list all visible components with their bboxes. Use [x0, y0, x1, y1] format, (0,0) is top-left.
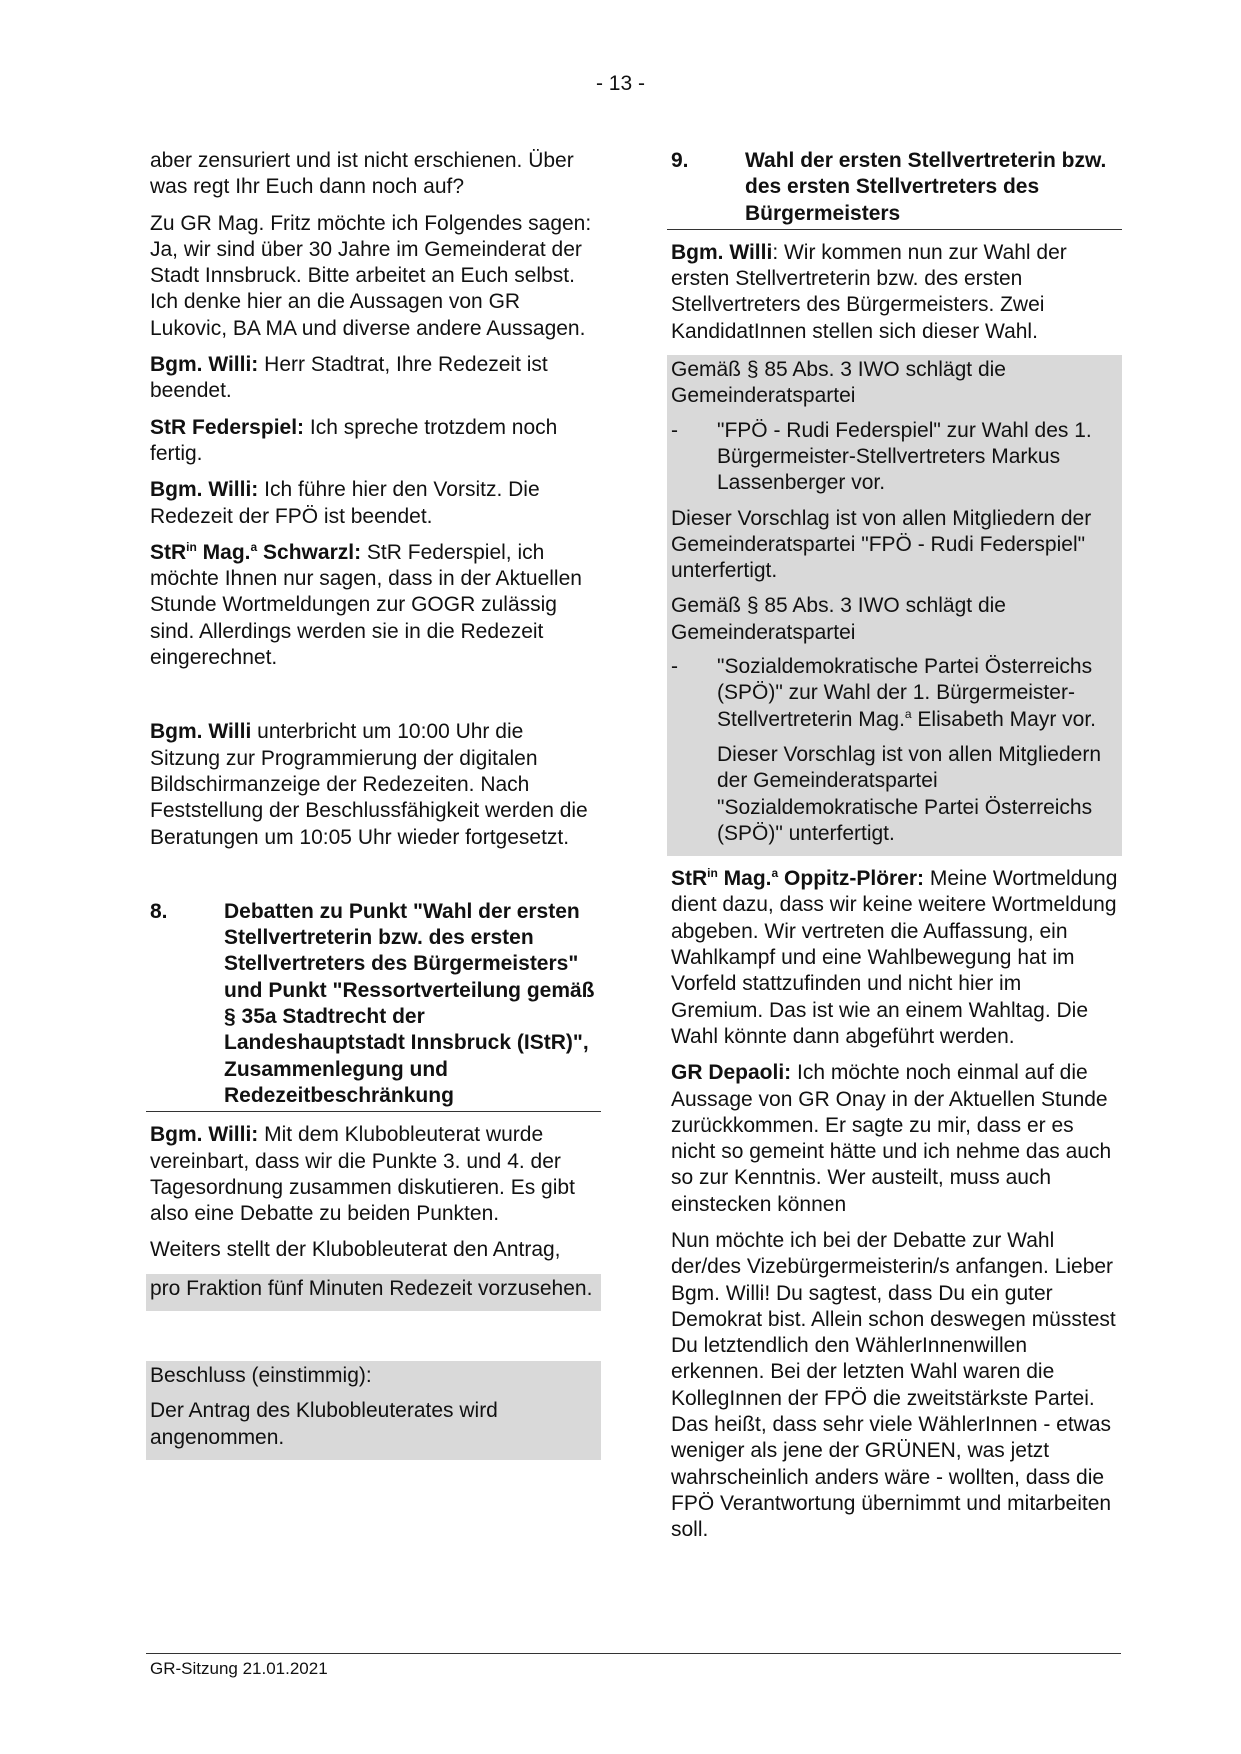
speech: : Wir kommen nun zur Wahl der ersten Stellvertreterin bzw. des ersten Stellvertreters des Bürgermeisters. Zwei KandidatInnen stellen sich dieser Wahl. — [671, 240, 1067, 343]
paragraph — [667, 240, 1122, 345]
section-heading-9 — [667, 148, 1122, 230]
section-heading-8 — [146, 899, 601, 1112]
nomination-note: Dieser Vorschlag ist von allen Mitgliedern der Gemeinderatspartei "FPÖ - Rudi Federspiel" unterfertigt. — [671, 506, 1092, 583]
left-column — [146, 148, 601, 1460]
paragraph — [146, 1122, 601, 1227]
page-number: - 13 - — [595, 72, 645, 95]
paragraph — [146, 477, 601, 530]
motion-text: pro Fraktion fünf Minuten Redezeit vorzusehen. — [150, 1276, 593, 1300]
paragraph: Zu GR Mag. Fritz möchte ich Folgendes sagen: Ja, wir sind über 30 Jahre im Gemeinderat der Stadt Innsbruck. Bitte arbeitet an Euch selbst. Ich denke hier an die Aussagen von GR Lukovic, BA MA und diverse andere Aussagen. — [150, 211, 592, 340]
dash: - — [671, 418, 678, 442]
resolution-title: Beschluss (einstimmig): — [150, 1363, 372, 1387]
section-number: 9. — [671, 149, 689, 172]
speaker: Bgm. Willi — [150, 720, 252, 744]
nomination-item — [667, 654, 1122, 741]
paragraph — [667, 1060, 1122, 1218]
section-number: 8. — [150, 899, 168, 923]
section-title: Debatten zu Punkt "Wahl der ersten Stellvertreterin bzw. des ersten Stellvertreters des Bürgermeisters" und Punkt "Ressortverteilung gemäß § 35a Stadtrecht der Landeshauptstadt Innsbruck (IStR)", Zusammenlegung und Redezeitbeschränkung — [224, 899, 595, 1107]
speech: Mit dem Klubobleuterat wurde vereinbart, dass wir die Punkte 3. und 4. der Tagesordnung zusammen diskutieren. Es gibt also eine Debatte zu beiden Punkten. — [150, 1123, 575, 1226]
speech: StR Federspiel, ich möchte Ihnen nur sagen, dass in der Aktuellen Stunde Wortmeldungen zur GOGR zulässig sind. Allerdings werden sie in die Redezeit eingerechnet. — [150, 540, 582, 670]
resolution-box — [146, 1361, 601, 1460]
dash: - — [671, 655, 678, 679]
speaker: GR Depaoli: — [671, 1061, 792, 1085]
speech: Ich spreche trotzdem noch fertig. — [150, 415, 558, 465]
footer-text: GR-Sitzung 21.01.2021 — [150, 1659, 328, 1678]
speaker: StR$^{in}$ Mag.$^a$ Schwarzl: — [150, 539, 362, 564]
speech: unterbricht um 10:00 Uhr die Sitzung zur Programmierung der digitalen Bildschirmanzeige der Redezeiten. Nach Feststellung der Beschlussfähigkeit werden die Beratungen um 10:05 Uhr wieder fortgesetzt. — [150, 720, 588, 849]
paragraph: Nun möchte ich bei der Debatte zur Wahl der/des Vizebürgermeisterin/s anfangen. Lieber Bgm. Willi! Du sagtest, dass Du ein guter Demokrat bist. Allein schon deswegen müsstest Du letztendlich den WählerInnenwillen erkennen. Bei der letzten Wahl waren die KollegInnen der FPÖ die zweitstärkste Partei. Das heißt, dass sehr viele WählerInnen - etwas weniger als jene der GRÜNEN, was jetzt wahrscheinlich anders wäre - wollten, dass die FPÖ Verantwortung übernimmt und mitarbeiten soll. — [671, 1228, 1116, 1542]
speaker: StR$^{in}$ Mag.$^a$ Oppitz-Plörer: — [671, 866, 925, 891]
paragraph: aber zensuriert und ist nicht erschienen. Über was regt Ihr Euch dann noch auf? — [150, 149, 574, 199]
speaker: Bgm. Willi: — [150, 1123, 259, 1147]
nomination-box — [667, 355, 1122, 856]
speech: Meine Wortmeldung dient dazu, dass wir keine weitere Wortmeldung abgeben. Wir vertreten die Auffassung, ein Wahlkampf und eine Wahlbewegung hat im Vorfeld stattzufinden und nicht hier im Gremium. Das ist wie an einem Wahltag. Die Wahl könnte dann abgeführt werden. — [671, 867, 1118, 1048]
nomination-intro: Gemäß § 85 Abs. 3 IWO schlägt die Gemeinderatspartei — [671, 358, 1006, 408]
paragraph — [146, 719, 601, 850]
speech: Herr Stadtrat, Ihre Redezeit ist beendet. — [150, 353, 548, 403]
paragraph — [667, 866, 1122, 1050]
footer-divider — [146, 1653, 1121, 1654]
paragraph: Weiters stellt der Klubobleuterat den Antrag, — [150, 1238, 561, 1262]
speaker: Bgm. Willi — [671, 240, 773, 264]
speaker: Bgm. Willi: — [150, 353, 259, 377]
motion-box — [146, 1274, 601, 1311]
resolution-text: Der Antrag des Klubobleuterates wird angenommen. — [150, 1399, 498, 1449]
nomination-text: "FPÖ - Rudi Federspiel" zur Wahl des 1. Bürgermeister-Stellvertreters Markus Lassenberger vor. — [717, 418, 1092, 495]
paragraph — [146, 540, 601, 671]
nomination-note: Dieser Vorschlag ist von allen Mitgliedern der Gemeinderatspartei "Sozialdemokratische Partei Österreichs (SPÖ)" unterfertigt. — [717, 742, 1102, 845]
speaker: Bgm. Willi: — [150, 478, 259, 502]
paragraph — [146, 415, 601, 468]
nomination-intro: Gemäß § 85 Abs. 3 IWO schlägt die Gemeinderatspartei — [671, 594, 1006, 644]
paragraph — [146, 352, 601, 405]
speech: Ich führe hier den Vorsitz. Die Redezeit der FPÖ ist beendet. — [150, 478, 540, 528]
right-column — [667, 148, 1122, 1554]
nomination-item — [667, 418, 1122, 505]
section-title: Wahl der ersten Stellvertreterin bzw. des ersten Stellvertreters des Bürgermeisters — [745, 149, 1107, 225]
speech: Ich möchte noch einmal auf die Aussage von GR Onay in der Aktuellen Stunde zurückkommen. Er sagte zu mir, dass er es nicht so gemeint hätte und ich nehme das auch so zur Kenntnis. Wer austeilt, muss auch einstecken können — [671, 1061, 1112, 1216]
speaker: StR Federspiel: — [150, 415, 305, 439]
nomination-text: "Sozialdemokratische Partei Österreichs (SPÖ)" zur Wahl der 1. Bürgermeister-Stellvertreterin Mag.$^a$ Elisabeth Mayr vor. — [717, 655, 1096, 731]
